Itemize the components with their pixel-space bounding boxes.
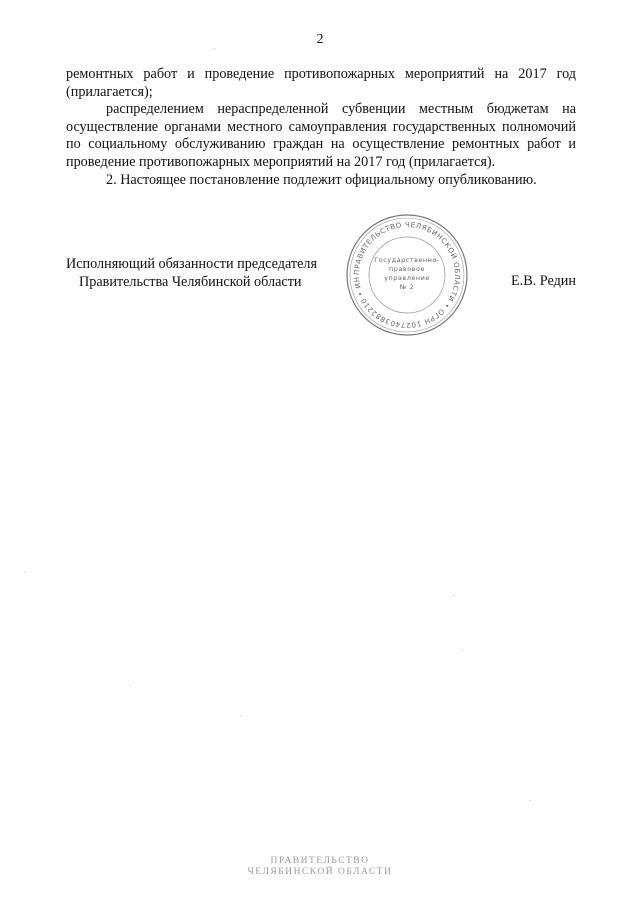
paragraph-continuation: ремонтных работ и проведение противопожарных мероприятий на 2017 год (прилагается); (66, 66, 576, 100)
scan-speck (24, 572, 25, 573)
paragraph-distribution: распределением нераспределенной субвенции местным бюджетам на осуществление органами местного самоуправления государственных полномочий по социальному обслуживанию граждан на осуществление ремонтных работ и проведение противопожарных мероприятий на 2017 год (прилагается). (66, 101, 576, 170)
signature-block (66, 256, 576, 316)
scan-speck (130, 685, 131, 686)
scan-speck (462, 650, 463, 651)
footer-watermark-line-2: ЧЕЛЯБИНСКОЙ ОБЛАСТИ (247, 867, 393, 877)
signer-title (66, 256, 317, 291)
signer-title-line-1: Исполняющий обязанности председателя (66, 256, 317, 272)
scan-speck (214, 48, 215, 49)
scan-speck (453, 595, 454, 596)
scan-speck (530, 800, 531, 801)
footer-watermark-line-1: ПРАВИТЕЛЬСТВО (270, 856, 370, 866)
seal-inner-line-2: правовое (389, 265, 425, 273)
seal-outer-text: ПРАВИТЕЛЬСТВО ЧЕЛЯБИНСКОЙ ОБЛАСТИ • ОГРН 1027403882210 • ИН (352, 220, 462, 330)
signer-name: Е.В. Редин (511, 273, 576, 289)
scan-speck (240, 715, 241, 716)
seal-inner-line-1: Государственно- (374, 256, 440, 264)
paragraph-publication: 2. Настоящее постановление подлежит официальному опубликованию. (106, 171, 537, 188)
seal-inner-line-4: № 2 (399, 283, 415, 291)
signer-title-line-2: Правительства Челябинской области (79, 273, 302, 290)
official-seal-stamp (344, 212, 470, 338)
document-body (66, 66, 576, 189)
seal-inner-line-3: управление (384, 274, 430, 282)
page-number: 2 (316, 32, 324, 47)
